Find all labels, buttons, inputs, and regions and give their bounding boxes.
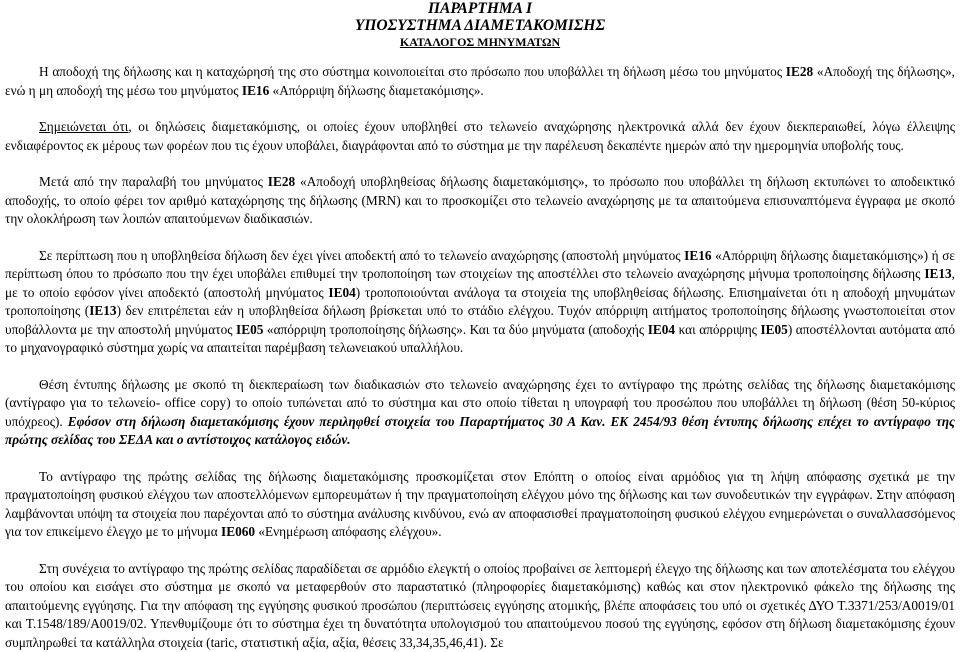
paragraph-printed-declaration: Θέση έντυπης δήλωσης με σκοπό τη διεκπεραίωση των διαδικασιών στο τελωνείο αναχώρησης έχει το αντίγραφο της πρώτης σελίδας της δήλωσης διαμετακόμισης (αντίγραφο για το τελωνείο- office copy) το οποίο τυπώνεται από το σύστημα και στο οποίο τίθεται η υπογραφή του προσώπου που υποβάλλει τη δήλωση (θέση 50-κύριος υπόχρεος). Εφόσον στη δήλωση διαμετακόμισης έχουν περιληφθεί στοιχεία του Παραρτήματος 30 Α Καν. ΕΚ 2454/93 θέση έντυπης δήλωσης επέχει το αντίγραφο της πρώτης σελίδας του ΣΕΔΑ και ο αντίστοιχος κατάλογος ειδών. [5,376,955,450]
annex-title: ΠΑΡΑΡΤΗΜΑ Ι [5,0,955,17]
subsystem-title: ΥΠΟΣΥΣΤΗΜΑ ΔΙΑΜΕΤΑΚΟΜΙΣΗΣ [5,17,955,34]
paragraph-note: Σημειώνεται ότι, οι δηλώσεις διαμετακόμισης, οι οποίες έχουν υποβληθεί στο τελωνείο αναχώρησης ηλεκτρονικά αλλά δεν έχουν διεκπεραιωθεί, λόγω έλλειψης ενδιαφέροντος εκ μέρους των φορέων που τις έχουν υποβάλει, διαγράφονται από το σύστημα με την παρέλευση δεκαπέντε ημερών από την ημερομηνία υποβολής τους. [5,118,955,155]
paragraph-amendment: Σε περίπτωση που η υποβληθείσα δήλωση δεν έχει γίνει αποδεκτή από το τελωνείο αναχώρησης (αποστολή μηνύματος IE16 «Απόρριψη δήλωσης διαμετακόμισης») ή σε περίπτωση όπου το πρόσωπο που την έχει υποβάλει επιθυμεί την τροποποίηση των στοιχείων της αποστέλλει στο τελωνείο αναχώρησης μήνυμα τροποποίησης δήλωσης IE13, με το οποίο εφόσον γίνει αποδεκτό (αποστολή μηνύματος IE04) τροποποιούνται ανάλογα τα στοιχεία της υποβληθείσας δήλωσης. Επισημαίνεται ότι η αποδοχή μηνυμάτων τροποποίησης (IE13) δεν επιτρέπεται εάν η υποβληθείσα δήλωση βρίσκεται υπό το στάδιο ελέγχου. Τυχόν απόρριψη αιτήματος τροποποίησης δήλωσης γνωστοποιείται στον υποβάλλοντα με την αποστολή μηνύματος IE05 «απόρριψη τροποποίησης δήλωσης». Και τα δύο μηνύματα (αποδοχής IE04 και απόρριψης IE05) αποστέλλονται αυτόματα από το μηχανογραφικό σύστημα χωρίς να απαιτείται παρέμβαση τελωνειακού υπαλλήλου. [5,247,955,358]
paragraph-supervisor: Το αντίγραφο της πρώτης σελίδας της δήλωσης διαμετακόμισης προσκομίζεται στον Επόπτη ο οποίος είναι αρμόδιος για τη λήψη απόφασης σχετικά με την πραγματοποίηση φυσικού ελέγχου των αποστελλόμενων εμπορευμάτων ή την πραγματοποίηση ελέγχου μόνο της δήλωσης και των συνοδευτικών την εγγράφων. Στην απόφαση λαμβάνονται υπόψη τα στοιχεία που παρέχονται από το σύστημα ανάλυσης κινδύνου, ενώ αν αποφασισθεί πραγματοποίηση φυσικού ελέγχου ενημερώνεται ο συναλλασσόμενος για τον επικείμενο έλεγχο με το μήνυμα IE060 «Ενημέρωση απόφασης ελέγχου». [5,468,955,542]
paragraph-after-receipt: Μετά από την παραλαβή του μηνύματος IE28 «Αποδοχή υποβληθείσας δήλωσης διαμετακόμισης», το πρόσωπο που υποβάλλει τη δήλωση εκτυπώνει το αποδεικτικό αποδοχής, το οποίο φέρει τον αριθμό καταχώρησης της δήλωσης (MRN) και το προσκομίζει στο τελωνείο αναχώρησης με τα απαιτούμενα επισυναπτόμενα έγγραφα με σκοπό την ολοκλήρωση των λοιπών απαιτούμενων διαδικασιών. [5,173,955,229]
paragraph-acceptance: Η αποδοχή της δήλωσης και η καταχώρησή της στο σύστημα κοινοποιείται στο πρόσωπο που υποβάλλει τη δήλωση μέσω του μηνύματος IE28 «Αποδοχή της δήλωσης», ενώ η μη αποδοχή της μέσω του μηνύματος IE16 «Απόρριψη δήλωσης διαμετακόμισης». [5,63,955,100]
paragraph-inspector: Στη συνέχεια το αντίγραφο της πρώτης σελίδας παραδίδεται σε αρμόδιο ελεγκτή ο οποίος προβαίνει σε λεπτομερή έλεγχο της δήλωσης και των αποτελέσματα του ελέγχου του οποίου και εισάγει στο σύστημα με σκοπό να μεταφερθούν στο παραστατικό (πληροφορίες διαμετακόμισης) καθώς και στον ηλεκτρονικό φάκελο της δήλωσης της απαιτούμενης εγγύησης. Για την απόφαση της εγγύησης φυσικού προσώπου (περιπτώσεις εγγύησης ατομικής, βλέπε αποφάσεις του υπό οι σχετικές ΔΥΟ Τ.3371/253/Α0019/01 και Τ.1548/189/Α0019/02. Υπενθυμίζουμε ότι το σύστημα έχει τη δυνατότητα υπολογισμού του απαιτούμενου ποσού της εγγύησης, εφόσον στη δήλωση διαμετακόμισης έχουν συμπληρωθεί τα κατάλληλα στοιχεία (taric, στατιστική αξία, αξία, θέσεις 33,34,35,46,41). Σε [5,560,955,652]
catalog-title: ΚΑΤΑΛΟΓΟΣ ΜΗΝΥΜΑΤΩΝ [5,35,955,50]
